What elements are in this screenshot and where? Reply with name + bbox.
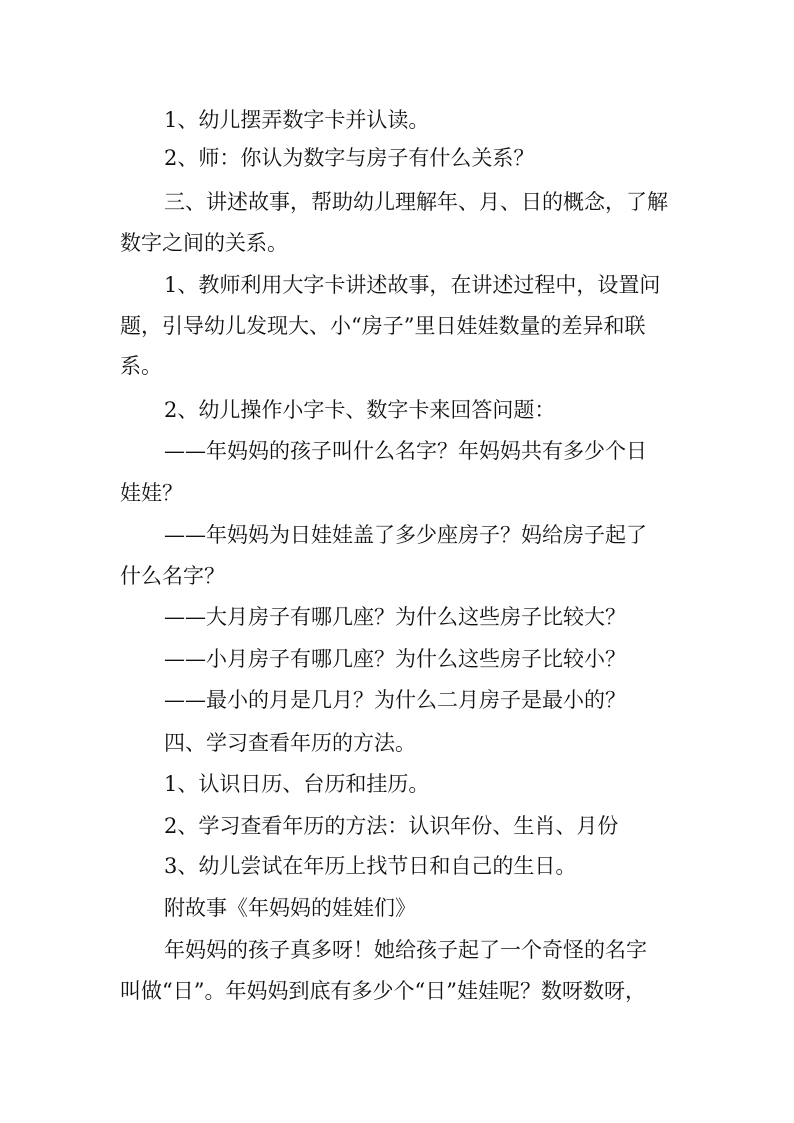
question-line: ——年妈妈的孩子叫什么名字？年妈妈共有多少个日 — [164, 439, 647, 463]
paragraph-line: 1、幼儿摆弄数字卡并认读。 — [164, 108, 430, 132]
story-line: 年妈妈的孩子真多呀！她给孩子起了一个奇怪的名字 — [164, 938, 647, 962]
paragraph-line: 2、学习查看年历的方法：认识年份、生肖、月份 — [164, 814, 619, 838]
paragraph-line: 2、幼儿操作小字卡、数字卡来回答问题： — [164, 398, 556, 422]
paragraph-line: 3、幼儿尝试在年历上找节日和自己的生日。 — [164, 854, 577, 878]
paragraph-line: 系。 — [120, 354, 162, 378]
question-line: 什么名字？ — [120, 564, 225, 588]
question-line: ——大月房子有哪几座？为什么这些房子比较大？ — [164, 605, 626, 629]
section-heading: 四、学习查看年历的方法。 — [164, 731, 416, 755]
question-line: ——小月房子有哪几座？为什么这些房子比较小？ — [164, 647, 626, 671]
story-line: 叫做“日”。年妈妈到底有多少个“日”娃娃呢？数呀数呀， — [120, 979, 646, 1003]
question-line: 娃娃？ — [120, 481, 183, 505]
question-line: ——最小的月是几月？为什么二月房子是最小的？ — [164, 688, 626, 712]
paragraph-line: 1、认识日历、台历和挂历。 — [164, 772, 430, 796]
paragraph-line: 题，引导幼儿发现大、小“房子”里日娃娃数量的差异和联 — [120, 314, 646, 338]
section-heading: 三、讲述故事，帮助幼儿理解年、月、日的概念，了解 — [164, 190, 668, 214]
paragraph-line: 2、师：你认为数字与房子有什么关系？ — [164, 146, 535, 170]
paragraph-line: 1、教师利用大字卡讲述故事，在讲述过程中，设置问 — [164, 273, 661, 297]
story-title: 附故事《年妈妈的娃娃们》 — [164, 896, 416, 920]
paragraph-line: 数字之间的关系。 — [120, 231, 288, 255]
question-line: ——年妈妈为日娃娃盖了多少座房子？妈给房子起了 — [164, 523, 647, 547]
